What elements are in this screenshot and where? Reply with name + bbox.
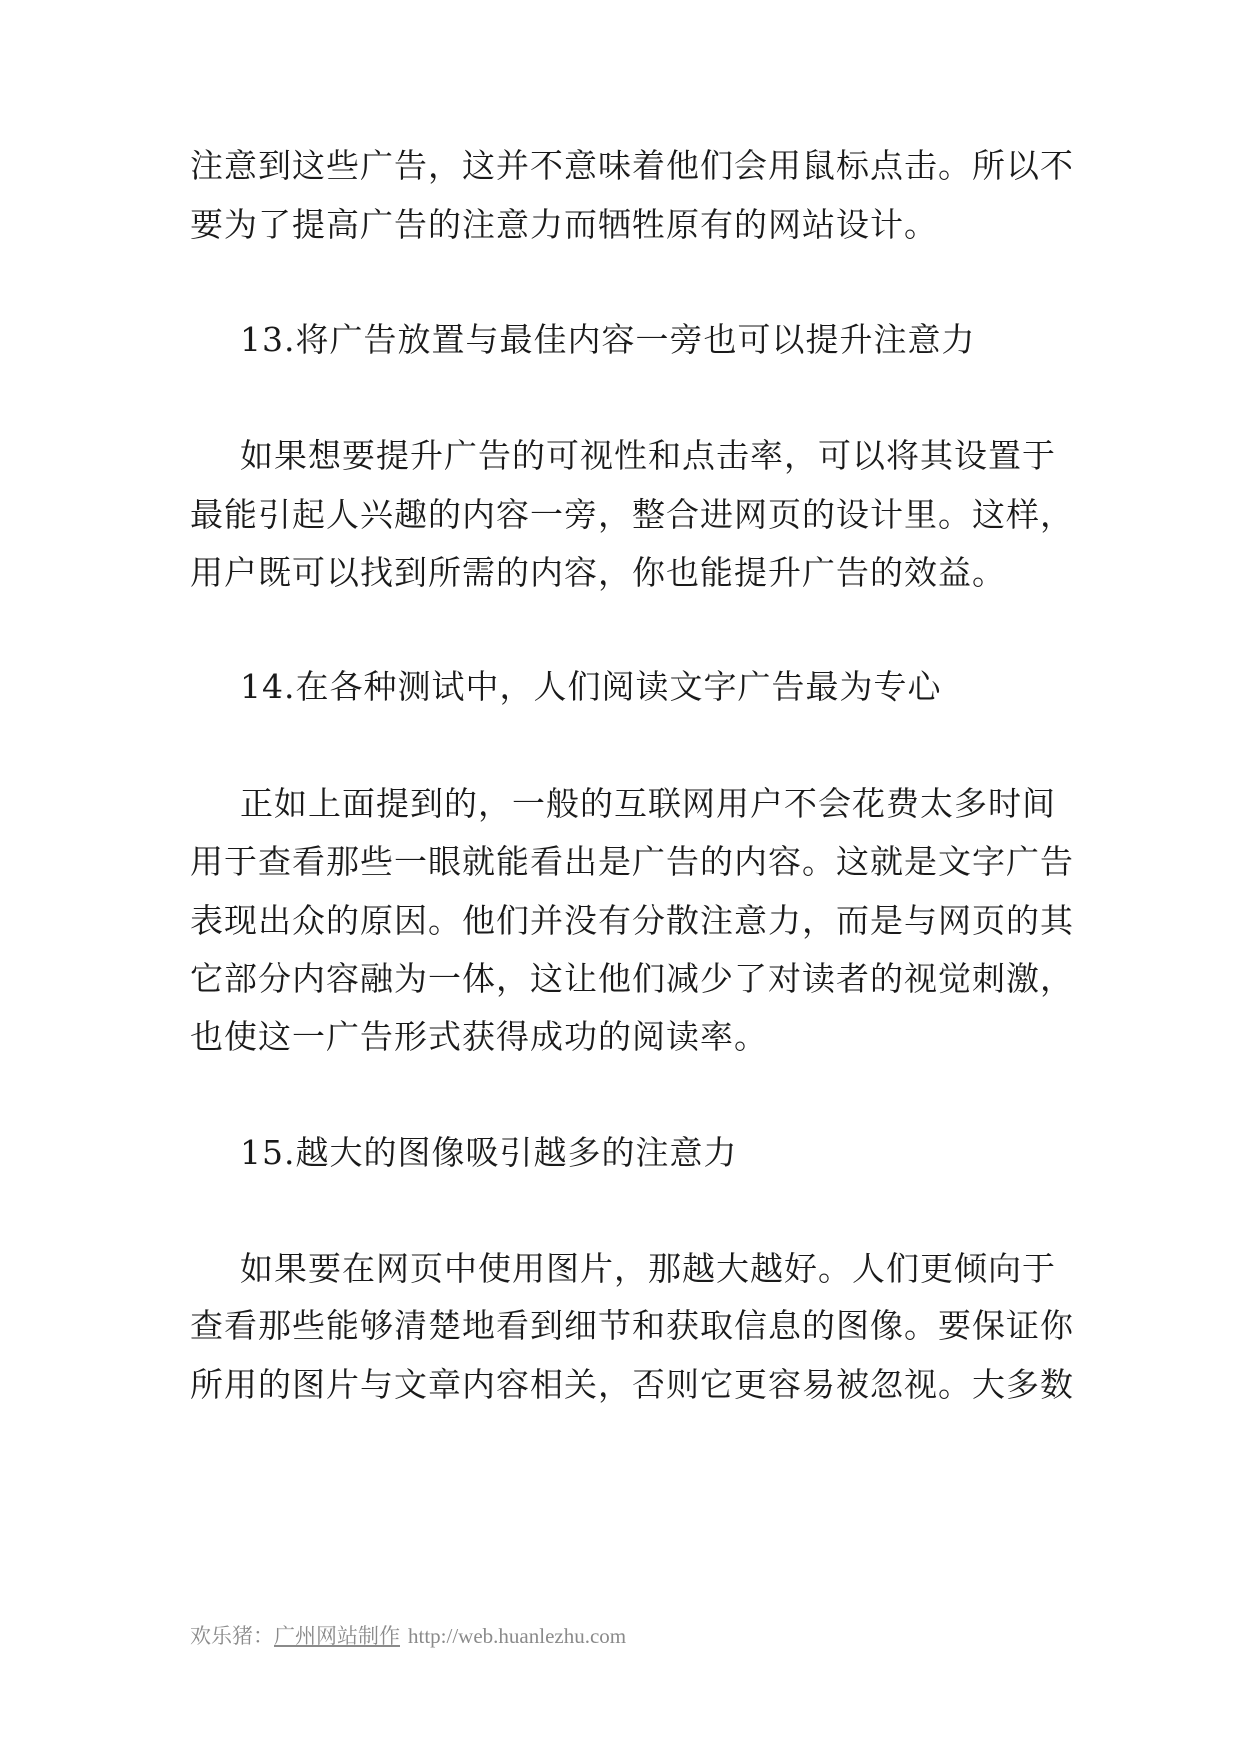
section-heading-13: 13.将广告放置与最佳内容一旁也可以提升注意力	[240, 320, 976, 359]
body-text-line: 最能引起人兴趣的内容一旁，整合进网页的设计里。这样，	[190, 495, 1074, 534]
body-text-line: 也使这一广告形式获得成功的阅读率。	[190, 1017, 768, 1056]
body-text-line: 用于查看那些一眼就能看出是广告的内容。这就是文字广告	[190, 842, 1074, 881]
body-text-line: 用户既可以找到所需的内容，你也能提升广告的效益。	[190, 553, 1006, 592]
body-text-line: 表现出众的原因。他们并没有分散注意力，而是与网页的其	[190, 901, 1074, 940]
footer-url[interactable]: http://web.huanlezhu.com	[408, 1624, 627, 1648]
footer-site-link[interactable]: 广州网站制作	[274, 1624, 400, 1648]
body-text-line: 注意到这些广告，这并不意味着他们会用鼠标点击。所以不	[190, 146, 1074, 185]
page-footer	[190, 1620, 626, 1650]
section-heading-14: 14.在各种测试中，人们阅读文字广告最为专心	[240, 667, 942, 706]
body-text-line: 所用的图片与文章内容相关，否则它更容易被忽视。大多数	[190, 1365, 1074, 1404]
section-heading-15: 15.越大的图像吸引越多的注意力	[240, 1133, 738, 1172]
body-text-line: 要为了提高广告的注意力而牺牲原有的网站设计。	[190, 205, 938, 244]
body-text-line: 查看那些能够清楚地看到细节和获取信息的图像。要保证你	[190, 1306, 1074, 1345]
body-text-line: 正如上面提到的，一般的互联网用户不会花费太多时间	[240, 784, 1056, 823]
body-text-line: 它部分内容融为一体，这让他们减少了对读者的视觉刺激，	[190, 959, 1074, 998]
footer-prefix: 欢乐猪：	[190, 1624, 274, 1648]
body-text-line: 如果要在网页中使用图片，那越大越好。人们更倾向于	[240, 1249, 1056, 1288]
body-text-line: 如果想要提升广告的可视性和点击率，可以将其设置于	[240, 436, 1056, 475]
